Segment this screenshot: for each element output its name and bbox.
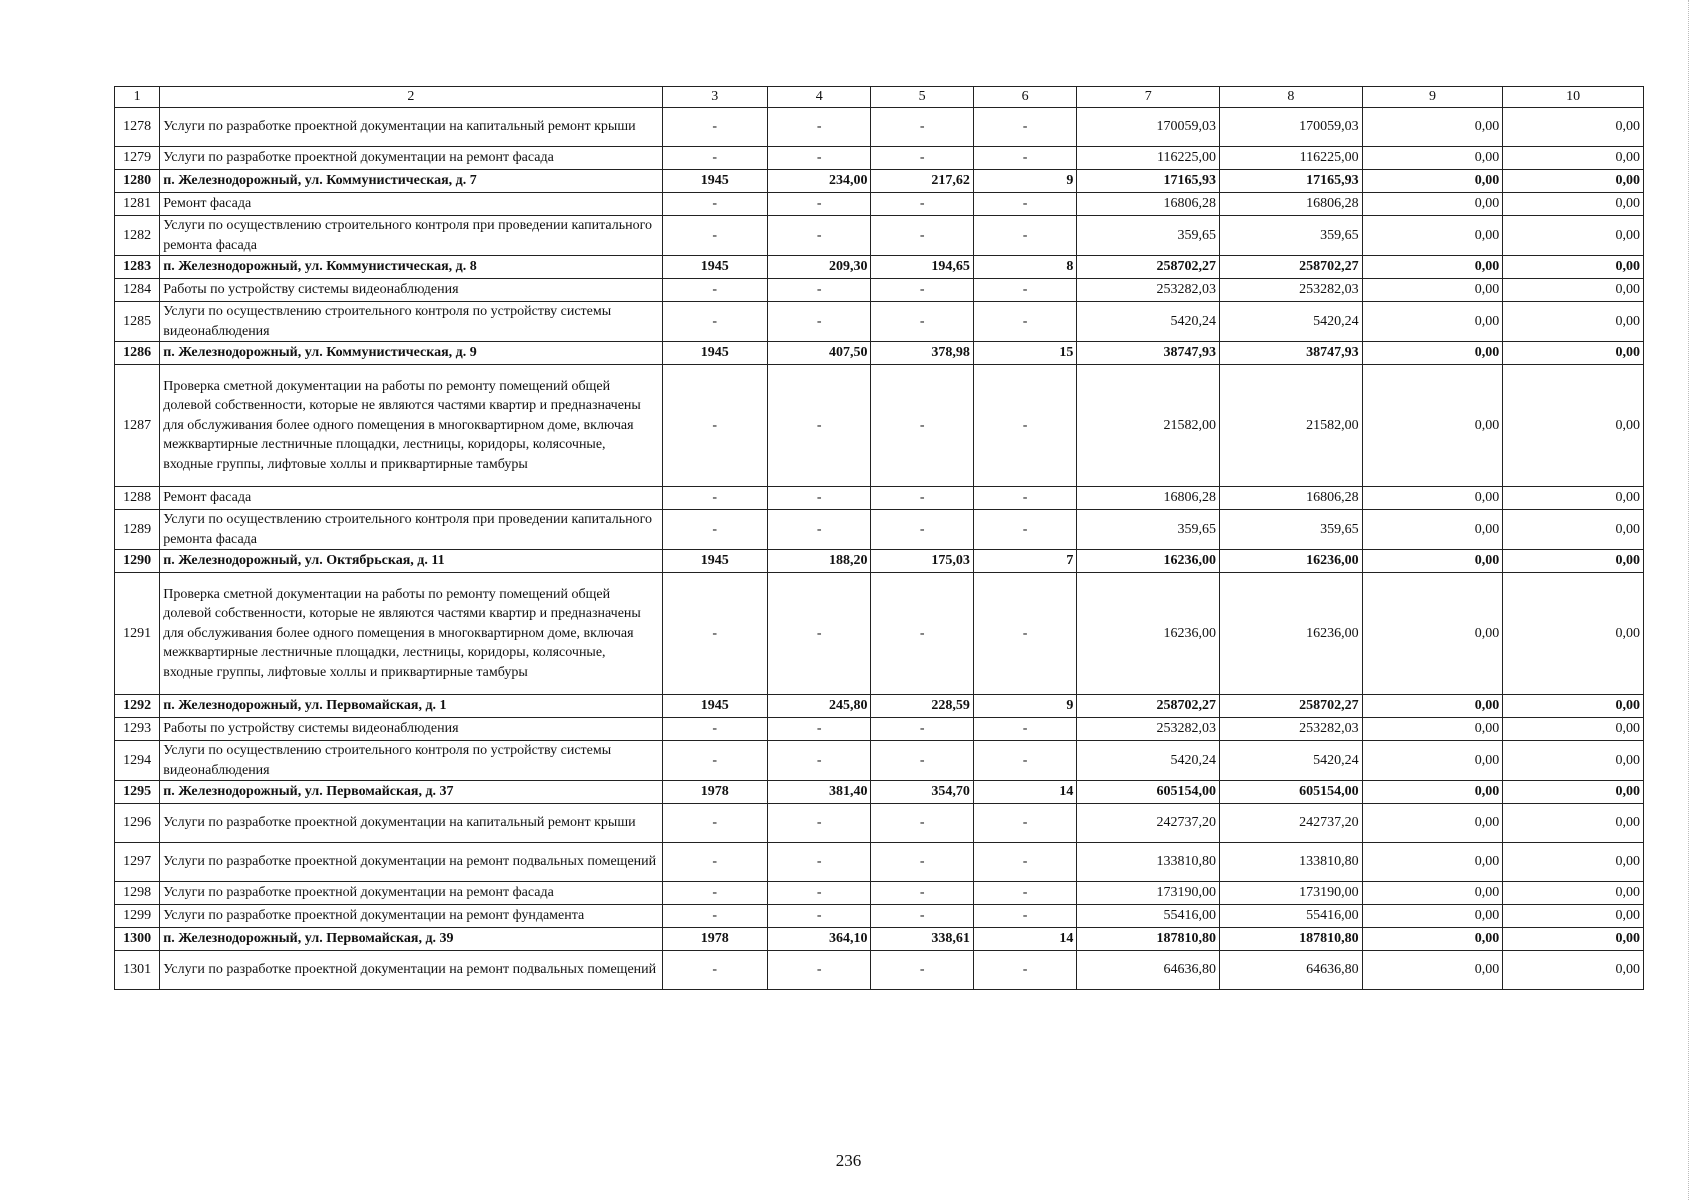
- col9-cell: 0,00: [1362, 256, 1503, 279]
- col8-cell: 242737,20: [1220, 804, 1363, 843]
- col6-cell: 15: [973, 342, 1076, 365]
- col5-cell: 338,61: [871, 928, 973, 951]
- col4-cell: -: [767, 718, 870, 741]
- header-cell: 5: [871, 87, 973, 108]
- col3-cell: 1945: [662, 256, 767, 279]
- item-name: Ремонт фасада: [160, 487, 662, 510]
- col9-cell: 0,00: [1362, 510, 1503, 550]
- col7-cell: 5420,24: [1077, 302, 1220, 342]
- col4-cell: -: [767, 510, 870, 550]
- col9-cell: 0,00: [1362, 487, 1503, 510]
- col5-cell: -: [871, 216, 973, 256]
- col3-cell: 1978: [662, 781, 767, 804]
- header-cell: 8: [1220, 87, 1363, 108]
- col6-cell: -: [973, 487, 1076, 510]
- col9-cell: 0,00: [1362, 718, 1503, 741]
- col4-cell: -: [767, 279, 870, 302]
- col10-cell: 0,00: [1503, 718, 1644, 741]
- col4-cell: 381,40: [767, 781, 870, 804]
- item-name: п. Железнодорожный, ул. Коммунистическая, д. 7: [160, 170, 662, 193]
- col9-cell: 0,00: [1362, 905, 1503, 928]
- col8-cell: 16236,00: [1220, 573, 1363, 695]
- col8-cell: 5420,24: [1220, 302, 1363, 342]
- col8-cell: 55416,00: [1220, 905, 1363, 928]
- col4-cell: -: [767, 365, 870, 487]
- table-row: [115, 741, 1644, 781]
- col10-cell: 0,00: [1503, 550, 1644, 573]
- col10-cell: 0,00: [1503, 193, 1644, 216]
- item-name: Услуги по разработке проектной документации на ремонт подвальных помещений: [160, 951, 662, 990]
- col7-cell: 16806,28: [1077, 487, 1220, 510]
- col9-cell: 0,00: [1362, 108, 1503, 147]
- col8-cell: 173190,00: [1220, 882, 1363, 905]
- col6-cell: -: [973, 905, 1076, 928]
- table-row: [115, 193, 1644, 216]
- col9-cell: 0,00: [1362, 342, 1503, 365]
- col8-cell: 170059,03: [1220, 108, 1363, 147]
- col9-cell: 0,00: [1362, 882, 1503, 905]
- col5-cell: 228,59: [871, 695, 973, 718]
- col3-cell: -: [662, 905, 767, 928]
- item-name: Услуги по разработке проектной документации на ремонт подвальных помещений: [160, 843, 662, 882]
- col10-cell: 0,00: [1503, 928, 1644, 951]
- row-number: 1294: [115, 741, 160, 781]
- col8-cell: 5420,24: [1220, 741, 1363, 781]
- col4-cell: 209,30: [767, 256, 870, 279]
- col7-cell: 258702,27: [1077, 256, 1220, 279]
- col7-cell: 359,65: [1077, 510, 1220, 550]
- col7-cell: 5420,24: [1077, 741, 1220, 781]
- col9-cell: 0,00: [1362, 573, 1503, 695]
- col3-cell: -: [662, 279, 767, 302]
- col4-cell: -: [767, 302, 870, 342]
- table-row: [115, 843, 1644, 882]
- item-name: Проверка сметной документации на работы по ремонту помещений общей долевой собственности, которые не являются частями квартир и предназначены для обслуживания более одного помещения в многоквартирном доме, включая межквартирные лестничные площадки, лестницы, коридоры, колясочные, входные группы, лифтовые холлы и приквартирные тамбуры: [160, 365, 662, 487]
- item-name: п. Железнодорожный, ул. Коммунистическая, д. 8: [160, 256, 662, 279]
- col3-cell: 1978: [662, 928, 767, 951]
- col6-cell: 14: [973, 781, 1076, 804]
- item-name: п. Железнодорожный, ул. Коммунистическая, д. 9: [160, 342, 662, 365]
- table-row: [115, 550, 1644, 573]
- col7-cell: 173190,00: [1077, 882, 1220, 905]
- scan-margin-line: [1687, 0, 1689, 1200]
- col7-cell: 605154,00: [1077, 781, 1220, 804]
- row-number: 1279: [115, 147, 160, 170]
- col5-cell: -: [871, 573, 973, 695]
- row-number: 1297: [115, 843, 160, 882]
- col6-cell: 9: [973, 170, 1076, 193]
- column-number-header: [115, 87, 1644, 108]
- row-number: 1280: [115, 170, 160, 193]
- item-name: Услуги по осуществлению строительного контроля при проведении капитального ремонта фасада: [160, 510, 662, 550]
- col7-cell: 21582,00: [1077, 365, 1220, 487]
- col9-cell: 0,00: [1362, 843, 1503, 882]
- col6-cell: 9: [973, 695, 1076, 718]
- table-row: [115, 147, 1644, 170]
- col4-cell: -: [767, 487, 870, 510]
- row-number: 1284: [115, 279, 160, 302]
- row-number: 1293: [115, 718, 160, 741]
- page-number: 236: [835, 1151, 862, 1170]
- col8-cell: 38747,93: [1220, 342, 1363, 365]
- col10-cell: 0,00: [1503, 302, 1644, 342]
- col5-cell: -: [871, 718, 973, 741]
- col8-cell: 187810,80: [1220, 928, 1363, 951]
- table-row: [115, 279, 1644, 302]
- col9-cell: 0,00: [1362, 147, 1503, 170]
- col3-cell: 1945: [662, 342, 767, 365]
- header-cell: 2: [160, 87, 662, 108]
- col3-cell: -: [662, 108, 767, 147]
- col5-cell: -: [871, 108, 973, 147]
- col6-cell: -: [973, 882, 1076, 905]
- data-table: [114, 86, 1644, 990]
- col7-cell: 38747,93: [1077, 342, 1220, 365]
- col4-cell: 245,80: [767, 695, 870, 718]
- table-row: [115, 781, 1644, 804]
- col7-cell: 253282,03: [1077, 718, 1220, 741]
- col3-cell: -: [662, 193, 767, 216]
- col5-cell: -: [871, 951, 973, 990]
- col6-cell: -: [973, 193, 1076, 216]
- item-name: Услуги по разработке проектной документации на капитальный ремонт крыши: [160, 804, 662, 843]
- col7-cell: 187810,80: [1077, 928, 1220, 951]
- col8-cell: 258702,27: [1220, 695, 1363, 718]
- col6-cell: 7: [973, 550, 1076, 573]
- col5-cell: -: [871, 905, 973, 928]
- col5-cell: -: [871, 147, 973, 170]
- header-cell: 1: [115, 87, 160, 108]
- item-name: Работы по устройству системы видеонаблюдения: [160, 718, 662, 741]
- col3-cell: -: [662, 487, 767, 510]
- col8-cell: 133810,80: [1220, 843, 1363, 882]
- col8-cell: 16806,28: [1220, 193, 1363, 216]
- col10-cell: 0,00: [1503, 147, 1644, 170]
- col6-cell: -: [973, 216, 1076, 256]
- table-row: [115, 216, 1644, 256]
- item-name: Услуги по осуществлению строительного контроля при проведении капитального ремонта фасада: [160, 216, 662, 256]
- col6-cell: -: [973, 843, 1076, 882]
- col4-cell: -: [767, 193, 870, 216]
- col10-cell: 0,00: [1503, 951, 1644, 990]
- col3-cell: 1945: [662, 170, 767, 193]
- col5-cell: -: [871, 302, 973, 342]
- row-number: 1288: [115, 487, 160, 510]
- item-name: Услуги по осуществлению строительного контроля по устройству системы видеонаблюдения: [160, 741, 662, 781]
- row-number: 1291: [115, 573, 160, 695]
- item-name: Ремонт фасада: [160, 193, 662, 216]
- col8-cell: 16236,00: [1220, 550, 1363, 573]
- col7-cell: 17165,93: [1077, 170, 1220, 193]
- col5-cell: 194,65: [871, 256, 973, 279]
- col8-cell: 17165,93: [1220, 170, 1363, 193]
- col7-cell: 133810,80: [1077, 843, 1220, 882]
- col4-cell: 234,00: [767, 170, 870, 193]
- row-number: 1296: [115, 804, 160, 843]
- col7-cell: 258702,27: [1077, 695, 1220, 718]
- col7-cell: 16236,00: [1077, 573, 1220, 695]
- row-number: 1281: [115, 193, 160, 216]
- col3-cell: -: [662, 216, 767, 256]
- table-row: [115, 804, 1644, 843]
- header-cell: 3: [662, 87, 767, 108]
- col10-cell: 0,00: [1503, 108, 1644, 147]
- col3-cell: -: [662, 718, 767, 741]
- item-name: п. Железнодорожный, ул. Первомайская, д. 39: [160, 928, 662, 951]
- col6-cell: -: [973, 718, 1076, 741]
- table-row: [115, 108, 1644, 147]
- col9-cell: 0,00: [1362, 804, 1503, 843]
- item-name: Услуги по осуществлению строительного контроля по устройству системы видеонаблюдения: [160, 302, 662, 342]
- table-row: [115, 882, 1644, 905]
- col6-cell: -: [973, 147, 1076, 170]
- col3-cell: -: [662, 741, 767, 781]
- col5-cell: 175,03: [871, 550, 973, 573]
- col7-cell: 253282,03: [1077, 279, 1220, 302]
- table-row: [115, 365, 1644, 487]
- item-name: Услуги по разработке проектной документации на ремонт фасада: [160, 147, 662, 170]
- col4-cell: -: [767, 843, 870, 882]
- header-cell: 7: [1077, 87, 1220, 108]
- table-row: [115, 718, 1644, 741]
- col7-cell: 16236,00: [1077, 550, 1220, 573]
- col5-cell: -: [871, 365, 973, 487]
- col7-cell: 64636,80: [1077, 951, 1220, 990]
- col8-cell: 605154,00: [1220, 781, 1363, 804]
- col9-cell: 0,00: [1362, 550, 1503, 573]
- col10-cell: 0,00: [1503, 365, 1644, 487]
- item-name: Работы по устройству системы видеонаблюдения: [160, 279, 662, 302]
- header-cell: 6: [973, 87, 1076, 108]
- col6-cell: 14: [973, 928, 1076, 951]
- col10-cell: 0,00: [1503, 510, 1644, 550]
- header-cell: 10: [1503, 87, 1644, 108]
- table-row: [115, 695, 1644, 718]
- col9-cell: 0,00: [1362, 193, 1503, 216]
- col7-cell: 16806,28: [1077, 193, 1220, 216]
- col5-cell: 378,98: [871, 342, 973, 365]
- col8-cell: 258702,27: [1220, 256, 1363, 279]
- col3-cell: -: [662, 302, 767, 342]
- col4-cell: -: [767, 573, 870, 695]
- col6-cell: -: [973, 741, 1076, 781]
- col5-cell: -: [871, 843, 973, 882]
- col8-cell: 16806,28: [1220, 487, 1363, 510]
- col7-cell: 170059,03: [1077, 108, 1220, 147]
- col10-cell: 0,00: [1503, 279, 1644, 302]
- col10-cell: 0,00: [1503, 487, 1644, 510]
- col9-cell: 0,00: [1362, 216, 1503, 256]
- item-name: Услуги по разработке проектной документации на ремонт фундамента: [160, 905, 662, 928]
- col4-cell: 364,10: [767, 928, 870, 951]
- col10-cell: 0,00: [1503, 695, 1644, 718]
- table-row: [115, 573, 1644, 695]
- col5-cell: 354,70: [871, 781, 973, 804]
- item-name: п. Железнодорожный, ул. Октябрьская, д. 11: [160, 550, 662, 573]
- col4-cell: -: [767, 741, 870, 781]
- table-row: [115, 487, 1644, 510]
- col3-cell: -: [662, 882, 767, 905]
- table-row: [115, 951, 1644, 990]
- item-name: п. Железнодорожный, ул. Первомайская, д. 1: [160, 695, 662, 718]
- col10-cell: 0,00: [1503, 216, 1644, 256]
- col6-cell: -: [973, 108, 1076, 147]
- col3-cell: 1945: [662, 695, 767, 718]
- col10-cell: 0,00: [1503, 170, 1644, 193]
- row-number: 1282: [115, 216, 160, 256]
- col9-cell: 0,00: [1362, 928, 1503, 951]
- col7-cell: 55416,00: [1077, 905, 1220, 928]
- col4-cell: -: [767, 951, 870, 990]
- col8-cell: 64636,80: [1220, 951, 1363, 990]
- col5-cell: -: [871, 804, 973, 843]
- col6-cell: -: [973, 279, 1076, 302]
- col10-cell: 0,00: [1503, 741, 1644, 781]
- col10-cell: 0,00: [1503, 781, 1644, 804]
- col5-cell: -: [871, 193, 973, 216]
- col9-cell: 0,00: [1362, 365, 1503, 487]
- col10-cell: 0,00: [1503, 804, 1644, 843]
- col5-cell: 217,62: [871, 170, 973, 193]
- row-number: 1286: [115, 342, 160, 365]
- col4-cell: 407,50: [767, 342, 870, 365]
- col9-cell: 0,00: [1362, 781, 1503, 804]
- row-number: 1299: [115, 905, 160, 928]
- table-row: [115, 905, 1644, 928]
- col10-cell: 0,00: [1503, 573, 1644, 695]
- col10-cell: 0,00: [1503, 342, 1644, 365]
- col6-cell: -: [973, 804, 1076, 843]
- col6-cell: -: [973, 302, 1076, 342]
- col10-cell: 0,00: [1503, 256, 1644, 279]
- col9-cell: 0,00: [1362, 695, 1503, 718]
- col4-cell: -: [767, 804, 870, 843]
- row-number: 1285: [115, 302, 160, 342]
- col6-cell: -: [973, 365, 1076, 487]
- row-number: 1298: [115, 882, 160, 905]
- col8-cell: 359,65: [1220, 510, 1363, 550]
- row-number: 1295: [115, 781, 160, 804]
- col10-cell: 0,00: [1503, 905, 1644, 928]
- table-row: [115, 342, 1644, 365]
- col7-cell: 242737,20: [1077, 804, 1220, 843]
- col9-cell: 0,00: [1362, 741, 1503, 781]
- col6-cell: -: [973, 573, 1076, 695]
- col6-cell: -: [973, 510, 1076, 550]
- row-number: 1301: [115, 951, 160, 990]
- item-name: Услуги по разработке проектной документации на ремонт фасада: [160, 882, 662, 905]
- item-name: Услуги по разработке проектной документации на капитальный ремонт крыши: [160, 108, 662, 147]
- col4-cell: -: [767, 108, 870, 147]
- row-number: 1300: [115, 928, 160, 951]
- col5-cell: -: [871, 882, 973, 905]
- col6-cell: 8: [973, 256, 1076, 279]
- col10-cell: 0,00: [1503, 843, 1644, 882]
- col3-cell: -: [662, 843, 767, 882]
- row-number: 1292: [115, 695, 160, 718]
- header-cell: 4: [767, 87, 870, 108]
- table-row: [115, 928, 1644, 951]
- col4-cell: 188,20: [767, 550, 870, 573]
- col4-cell: -: [767, 905, 870, 928]
- table-row: [115, 256, 1644, 279]
- col3-cell: -: [662, 147, 767, 170]
- col4-cell: -: [767, 882, 870, 905]
- table-row: [115, 302, 1644, 342]
- col8-cell: 253282,03: [1220, 279, 1363, 302]
- col8-cell: 116225,00: [1220, 147, 1363, 170]
- col8-cell: 253282,03: [1220, 718, 1363, 741]
- col9-cell: 0,00: [1362, 951, 1503, 990]
- col9-cell: 0,00: [1362, 170, 1503, 193]
- col3-cell: -: [662, 573, 767, 695]
- row-number: 1289: [115, 510, 160, 550]
- col5-cell: -: [871, 741, 973, 781]
- table-row: [115, 170, 1644, 193]
- col4-cell: -: [767, 147, 870, 170]
- col9-cell: 0,00: [1362, 279, 1503, 302]
- col8-cell: 359,65: [1220, 216, 1363, 256]
- row-number: 1287: [115, 365, 160, 487]
- col5-cell: -: [871, 510, 973, 550]
- col3-cell: 1945: [662, 550, 767, 573]
- col8-cell: 21582,00: [1220, 365, 1363, 487]
- row-number: 1283: [115, 256, 160, 279]
- col3-cell: -: [662, 804, 767, 843]
- row-number: 1290: [115, 550, 160, 573]
- col4-cell: -: [767, 216, 870, 256]
- col6-cell: -: [973, 951, 1076, 990]
- col9-cell: 0,00: [1362, 302, 1503, 342]
- col3-cell: -: [662, 365, 767, 487]
- item-name: п. Железнодорожный, ул. Первомайская, д. 37: [160, 781, 662, 804]
- table-row: [115, 510, 1644, 550]
- col7-cell: 116225,00: [1077, 147, 1220, 170]
- col5-cell: -: [871, 487, 973, 510]
- col5-cell: -: [871, 279, 973, 302]
- table-body: [115, 108, 1644, 990]
- col3-cell: -: [662, 510, 767, 550]
- header-cell: 9: [1362, 87, 1503, 108]
- col3-cell: -: [662, 951, 767, 990]
- col7-cell: 359,65: [1077, 216, 1220, 256]
- col10-cell: 0,00: [1503, 882, 1644, 905]
- row-number: 1278: [115, 108, 160, 147]
- item-name: Проверка сметной документации на работы по ремонту помещений общей долевой собственности, которые не являются частями квартир и предназначены для обслуживания более одного помещения в многоквартирном доме, включая межквартирные лестничные площадки, лестницы, коридоры, колясочные, входные группы, лифтовые холлы и приквартирные тамбуры: [160, 573, 662, 695]
